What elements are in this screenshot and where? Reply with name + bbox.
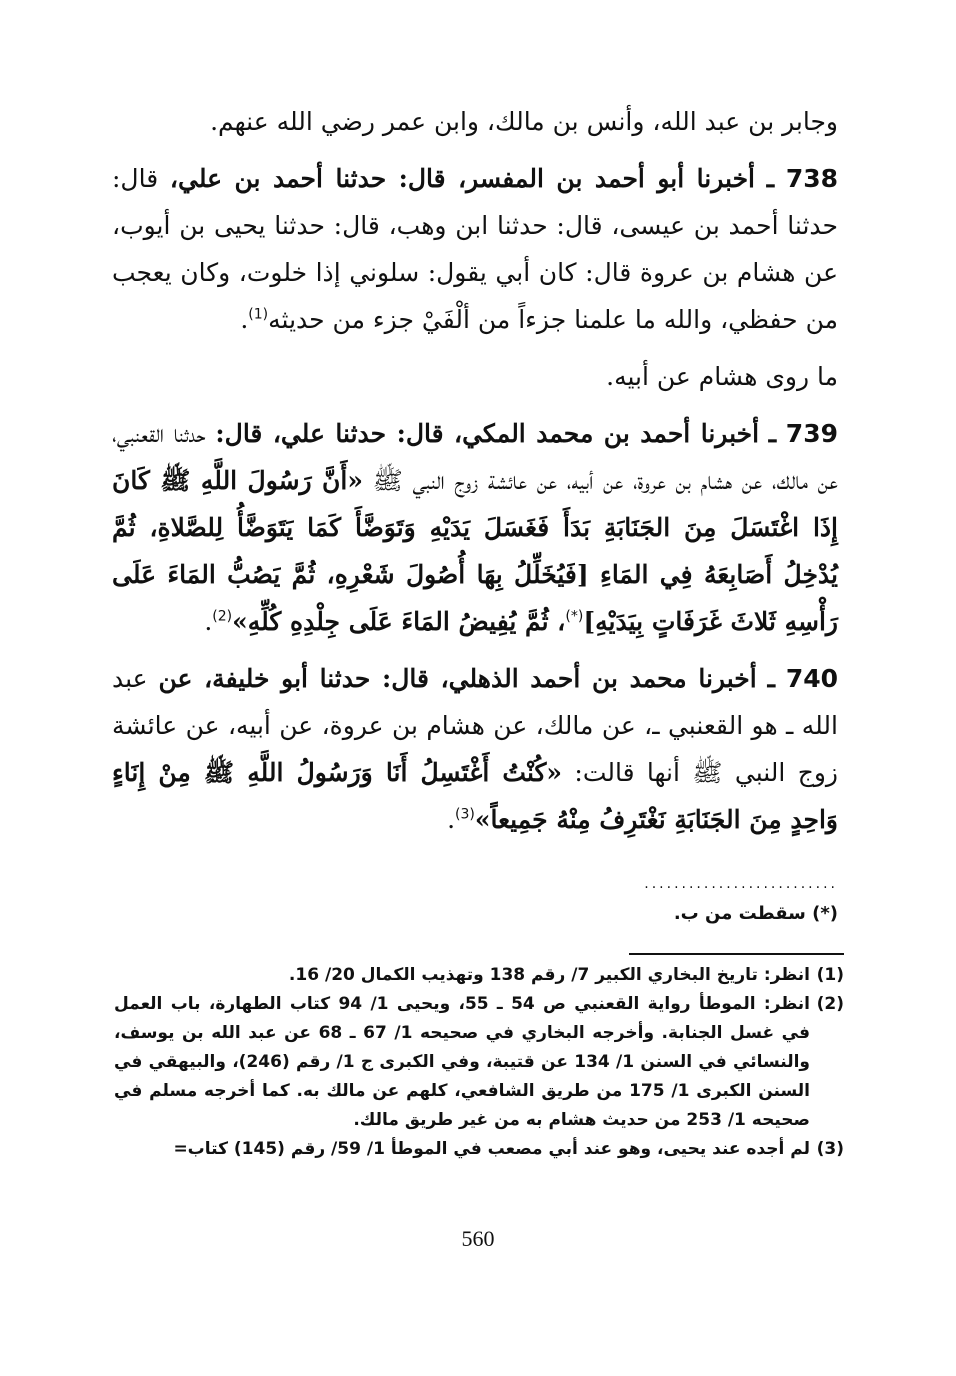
hadith-lead: أخبرنا أحمد بن محمد المكي، قال: حدثنا علي، قال: [215, 419, 760, 448]
dash: ـ [766, 164, 775, 193]
star-ref: (*) [565, 608, 584, 625]
hadith-body: عبد الله ـ هو القعنبي ـ، عن مالك، عن هشام بن عروة، عن أبيه، عن عائشة زوج النبي ﷺ أنها قالت: [112, 664, 838, 787]
hadith-quote: «كُنْتُ أَغْتَسِلُ أَنَا وَرَسُولُ اللَّهِ ﷺ مِنْ إِنَاءٍ وَاحِدٍ مِنَ الجَنَابَةِ نَغْتَرِفُ مِنْهُ جَمِيعاً» [112, 758, 838, 834]
intro-line: وجابر بن عبد الله، وأنس بن مالك، وابن عمر رضي الله عنهم. [210, 107, 838, 136]
footnote-2 [114, 990, 844, 1135]
footnote-label: (1) [816, 965, 844, 985]
star-note: (*) سقطت من ب. [673, 903, 838, 924]
footnotes [114, 961, 844, 1164]
period: . [204, 607, 213, 636]
hadith-quote: «أَنَّ رَسُولَ اللَّهِ ﷺ كَانَ إِذَا اغْتَسَلَ مِنَ الجَنَابَةِ بَدَأَ فَغَسَلَ يَدَيْهِ وَتَوَضَّأَ كَمَا يَتَوَضَّأُ لِلصَّلاةِ، ثُمَّ يُدْخِلُ أَصَابِعَهُ فِي المَاءِ [فَيُخَلِّلُ بِهَا أُصُولَ شَعْرِهِ، ثُمَّ يَصُبُّ المَاءَ عَلَى رَأْسِهِ ثَلاثَ غَرَفَاتٍ بِيَدَيْهِ] [112, 466, 838, 636]
footnote-ref: (3) [455, 806, 475, 823]
main-text [112, 98, 838, 843]
hadith-738 [112, 155, 838, 343]
period: . [447, 805, 456, 834]
footnote-ref: (1) [248, 306, 269, 323]
page-number: 560 [461, 1226, 495, 1251]
hadith-lead: أخبرنا محمد بن أحمد الذهلي، قال: حدثنا أبو خليفة، عن [158, 664, 757, 693]
footnote-text: لم أجده عند يحيى، وهو عند أبي مصعب في الموطأ 1/ 59/ رقم (145) كتاب= [173, 1139, 810, 1159]
footnote-label: (3) [816, 1139, 844, 1159]
footnote-rule [629, 953, 844, 955]
footnote-1 [114, 961, 844, 990]
footnote-label: (2) [816, 994, 844, 1014]
hadith-740 [112, 655, 838, 843]
section-title: ما روى هشام عن أبيه. [606, 362, 838, 391]
dash: ـ [768, 419, 777, 448]
hadith-number: 738 [785, 164, 839, 193]
dotted-separator: .......................... [644, 880, 838, 888]
hadith-quote-end: ، ثُمَّ يُفِيضُ المَاءَ عَلَى جِلْدِهِ كُلِّهِ» [232, 607, 566, 636]
footnote-3 [114, 1135, 844, 1164]
hadith-number: 739 [785, 419, 838, 448]
hadith-lead: أخبرنا أبو أحمد بن المفسر، قال: حدثنا أحمد بن علي، [169, 164, 755, 193]
footnote-text: انظر: تاريخ البخاري الكبير 7/ رقم 138 وتهذيب الكمال 20/ 16. [288, 965, 810, 985]
hadith-body: قال: حدثنا أحمد بن عيسى، قال: حدثنا ابن وهب، قال: حدثنا يحيى بن أيوب، عن هشام بن عروة قال: كان أبي يقول: سلوني إذا خلوت، وكان يعجب من حفظي، والله ما علمنا جزءاً من ألْفَيْ جزء من حديثه [112, 164, 838, 334]
hadith-739 [112, 410, 838, 645]
hadith-number: 740 [785, 664, 838, 693]
footnote-text: انظر: الموطأ رواية القعنبي ص 54 ـ 55، ويحيى 1/ 94 كتاب الطهارة، باب العمل في غسل الجنابة. وأخرجه البخاري في صحيحه 1/ 67 ـ 68 عن عبد الله بن يوسف، والنسائي في السنن 1/ 134 عن قتيبة، وفي الكبرى ج 1/ رقم (246)، والبيهقي في السنن الكبرى 1/ 175 من طريق الشافعي، كلهم عن مالك به. كما أخرجه مسلم في صحيحه 1/ 253 من حديث هشام به من غير طريق مالك. [114, 994, 810, 1130]
hadith-body: حدثنا القعنبي، عن مالك، عن هشام بن عروة، عن أبيه، عن عائشة زوج النبي ﷺ [112, 419, 838, 495]
period: . [240, 305, 249, 334]
footnote-ref: (2) [212, 608, 233, 625]
dash: ـ [767, 664, 775, 693]
